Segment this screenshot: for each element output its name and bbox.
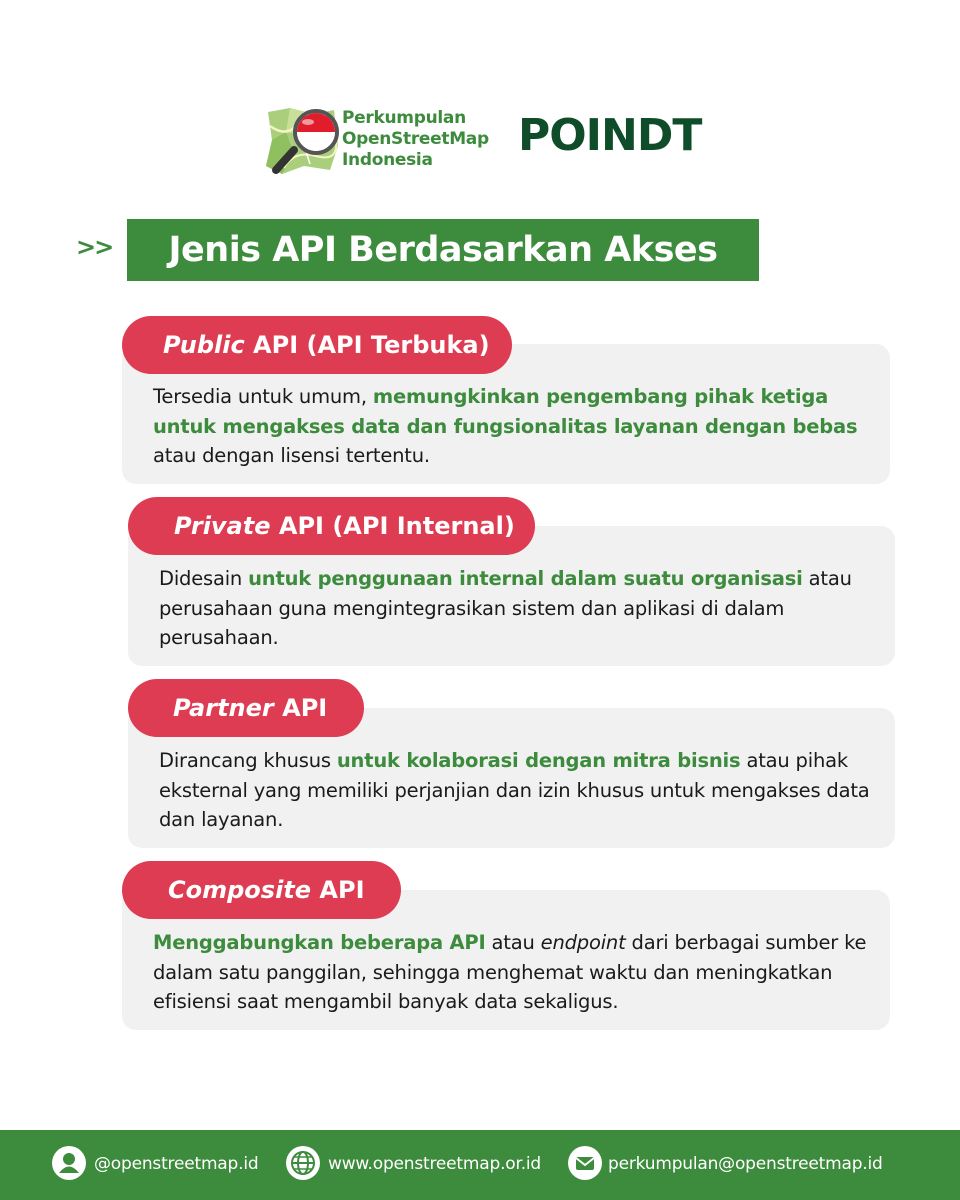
card-description (159, 746, 879, 835)
text-highlight: untuk penggunaan internal dalam suatu organisasi (248, 567, 803, 590)
card-description (153, 382, 873, 471)
title-chevron: >> (76, 233, 113, 261)
label-rest: API (311, 876, 365, 904)
label-italic: Composite (168, 876, 312, 904)
text-segment: atau (485, 931, 541, 954)
label-italic: Public (163, 331, 245, 359)
text-segment: dari berbagai sumber ke dalam satu panggilan, sehingga menghemat waktu dan meningkatkan efisiensi saat mengambil banyak data sekaligus. (153, 931, 867, 1013)
social-handle-link[interactable]: @openstreetmap.id (94, 1154, 259, 1174)
text-italic: endpoint (540, 931, 626, 954)
logo-wordmark (342, 108, 489, 171)
logo-line-1: Perkumpulan (342, 108, 466, 128)
label-partner-api (128, 679, 364, 737)
label-rest: API (273, 694, 328, 722)
logo-line-3: Indonesia (342, 150, 433, 170)
text-highlight: Menggabungkan beberapa API (153, 931, 486, 954)
page-title: Jenis API Berdasarkan Akses (168, 230, 718, 270)
footer (0, 1130, 960, 1200)
logo-line-2: OpenStreetMap (342, 129, 489, 149)
user-icon (52, 1146, 86, 1180)
header (0, 100, 960, 180)
email-link[interactable]: perkumpulan@openstreetmap.id (608, 1154, 883, 1174)
card-description (153, 928, 873, 1017)
mail-icon (568, 1146, 602, 1180)
text-segment: Dirancang khusus (159, 749, 337, 772)
label-private-api (128, 497, 535, 555)
osm-indonesia-logo (264, 106, 344, 176)
label-italic: Private (174, 512, 271, 540)
label-public-api (122, 316, 512, 374)
label-italic: Partner (173, 694, 274, 722)
label-rest: API (API Internal) (270, 512, 515, 540)
text-segment: Didesain (159, 567, 249, 590)
globe-icon (286, 1146, 320, 1180)
text-segment: atau pihak eksternal yang memiliki perjanjian dan izin khusus untuk mengakses data dan layanan. (159, 749, 870, 831)
text-segment: atau perusahaan guna mengintegrasikan sistem dan aplikasi di dalam perusahaan. (159, 567, 852, 649)
text-highlight: untuk kolaborasi dengan mitra bisnis (336, 749, 741, 772)
website-link[interactable]: www.openstreetmap.or.id (328, 1154, 542, 1174)
title-banner (127, 219, 759, 281)
brand-name: POINDT (518, 110, 702, 161)
label-rest: API (API Terbuka) (244, 331, 490, 359)
text-segment: Tersedia untuk umum, (153, 385, 373, 408)
label-composite-api (122, 861, 401, 919)
text-highlight: memungkinkan pengembang pihak ketiga untuk mengakses data dan fungsionalitas layanan dengan bebas (153, 385, 858, 438)
card-description (159, 564, 879, 653)
text-segment: atau dengan lisensi tertentu. (153, 444, 430, 467)
